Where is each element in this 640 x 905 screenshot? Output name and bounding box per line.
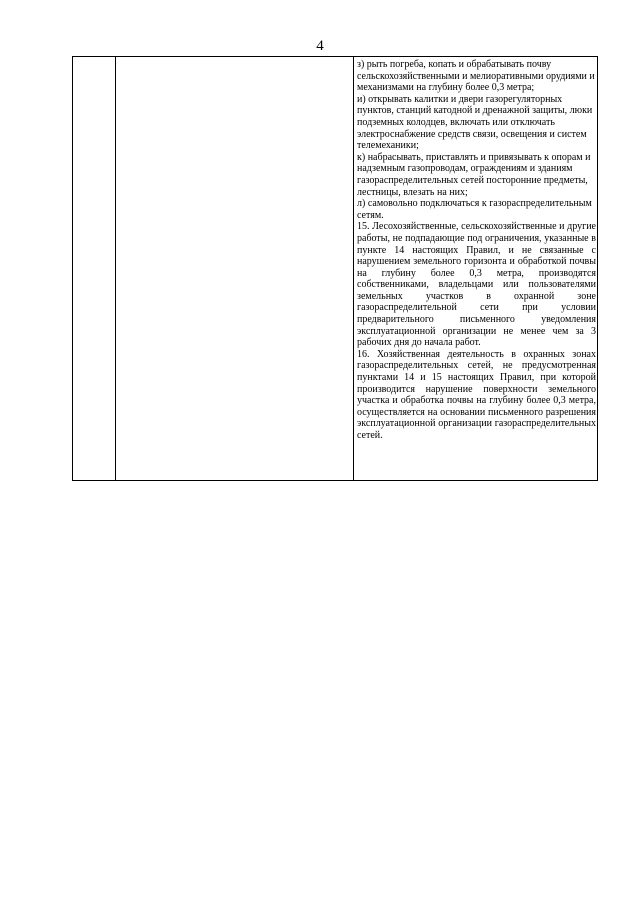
document-table: [72, 56, 598, 481]
paragraph-16: 16. Хозяйственная деятельность в охранных зонах газораспределительных сетей, не предусмотренная пунктами 14 и 15 настоящих Правил, при которой производится нарушение поверхности земельного участка и обработка почвы на глубину более 0,3 метра, осуществляется на основании письменного разрешения эксплуатационной организации газораспределительных сетей.: [357, 348, 596, 441]
clause-l: л) самовольно подключаться к газораспределительным сетям.: [357, 198, 592, 221]
clause-i: и) открывать калитки и двери газорегуляторных пунктов, станций катодной и дренажной защиты, люки подземных колодцев, включать или отключать электроснабжение средств связи, освещения и систем телемеханики;: [357, 93, 593, 152]
column-divider-2: [353, 57, 354, 480]
page-number: 4: [316, 38, 324, 54]
clause-z: з) рыть погреба, копать и обрабатывать почву сельскохозяйственными и мелиоративными орудиями и механизмами на глубину более 0,3 метра;: [357, 59, 595, 94]
clause-k: к) набрасывать, приставлять и привязывать к опорам и надземным газопроводам, ограждениям и зданиям газораспределительных сетей посторонние предметы, лестницы, влезать на них;: [357, 151, 591, 198]
column-divider-1: [115, 57, 116, 480]
paragraph-15: 15. Лесохозяйственные, сельскохозяйственные и другие работы, не подпадающие под ограничения, указанные в пункте 14 настоящих Правил, и не связанные с нарушением земельного горизонта и обработкой почвы на глубину более 0,3 метра, производятся собственниками, владельцами или пользователями земельных участков в охранной зоне газораспределительной сети при условии предварительного письменного уведомления эксплуатационной организации не менее чем за 3 рабочих дня до начала работ.: [357, 221, 596, 349]
regulation-text-cell: [357, 59, 596, 442]
